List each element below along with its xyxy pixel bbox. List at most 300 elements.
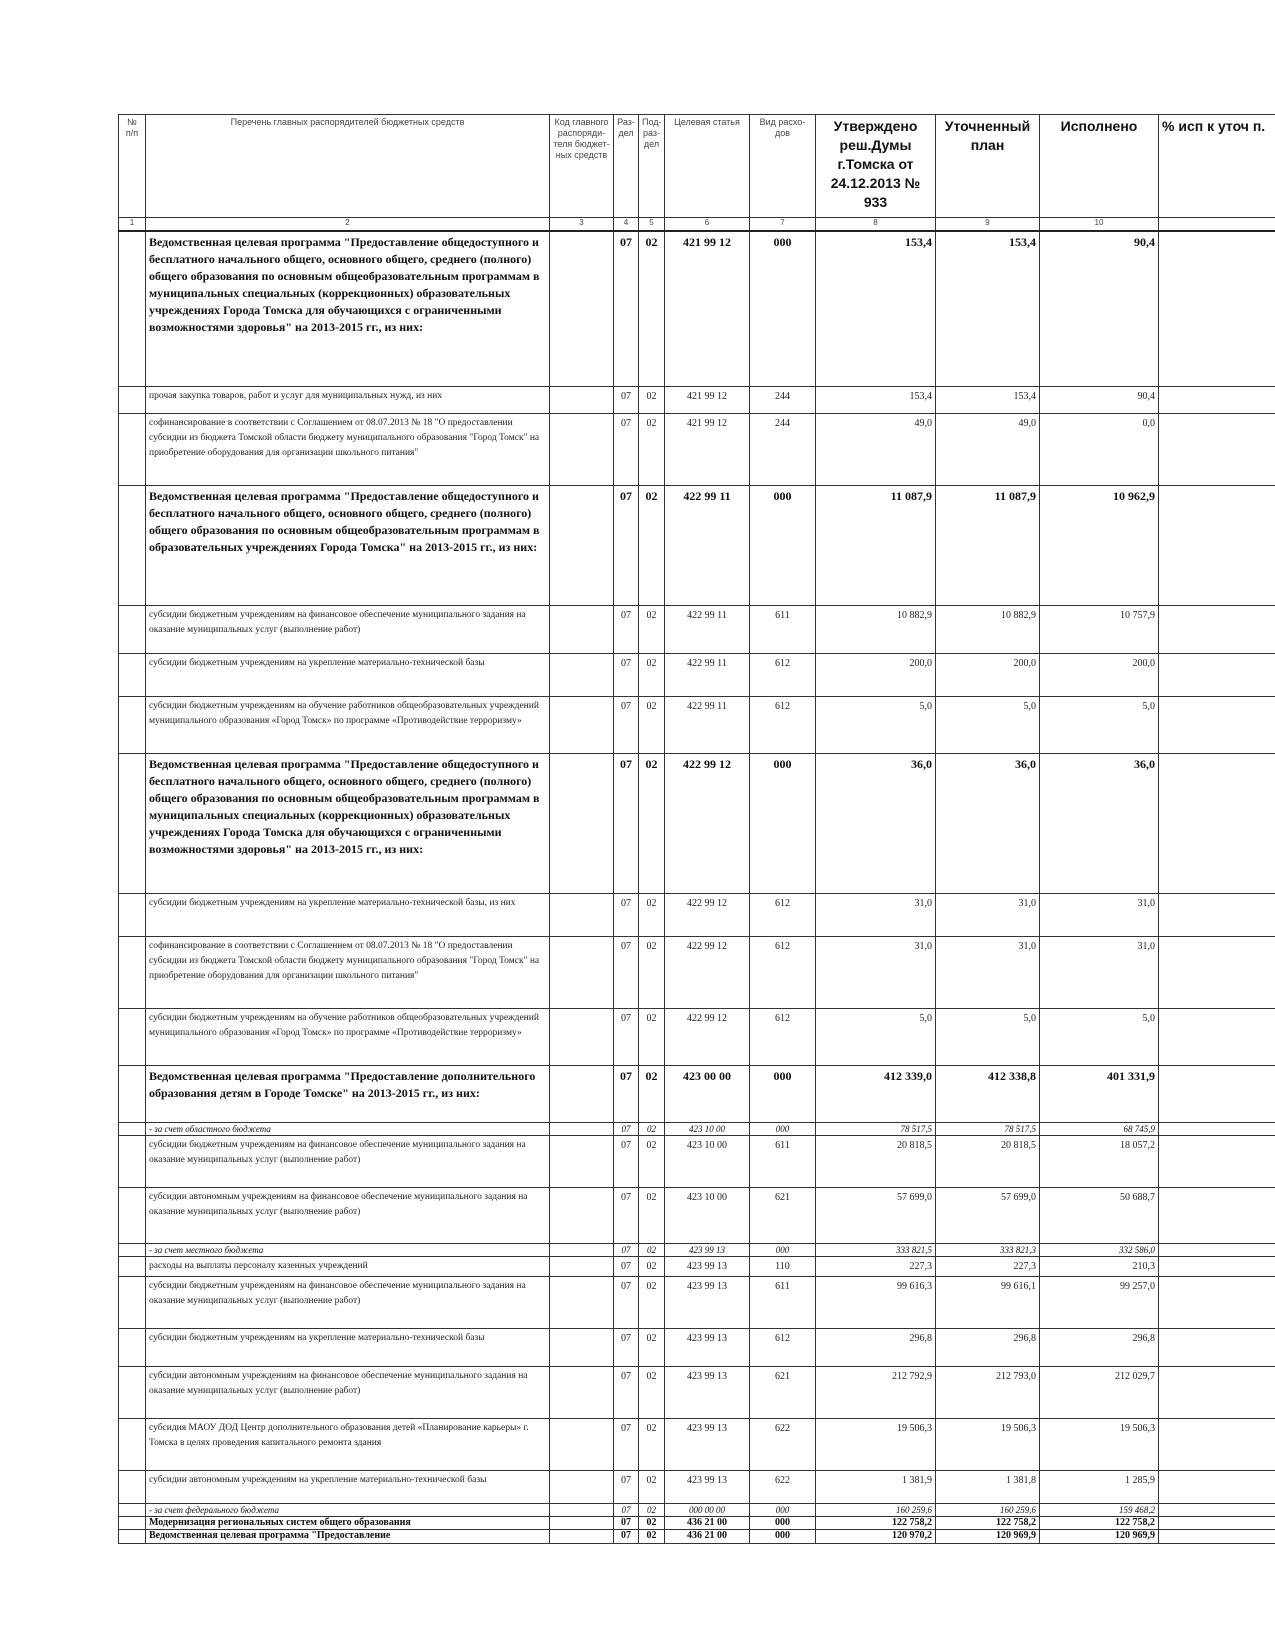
exptype-cell: 000 bbox=[750, 1243, 816, 1256]
target-cell: 422 99 12 bbox=[665, 893, 750, 936]
percent-cell bbox=[1159, 1065, 1275, 1122]
table-header bbox=[119, 115, 1275, 232]
num-cell bbox=[119, 386, 146, 413]
code-cell bbox=[550, 1243, 614, 1256]
subsection-cell: 02 bbox=[639, 1516, 665, 1529]
num-cell bbox=[119, 1328, 146, 1366]
table-row bbox=[119, 1470, 1275, 1503]
col-number: 8 bbox=[816, 218, 936, 232]
subsection-cell: 02 bbox=[639, 1135, 665, 1187]
subsection-cell: 02 bbox=[639, 1529, 665, 1543]
table-row bbox=[119, 1135, 1275, 1187]
approved-cell: 412 339,0 bbox=[816, 1065, 936, 1122]
name-cell: субсидии автономным учреждениям на финансовое обеспечение муниципального задания на оказание муниципальных услуг (выполнение работ) bbox=[146, 1366, 550, 1418]
name-cell: субсидия МАОУ ДОД Центр дополнительного образования детей «Планирование карьеры» г. Томска в целях проведения капитального ремонта здания bbox=[146, 1418, 550, 1470]
code-cell bbox=[550, 936, 614, 1008]
section-cell: 07 bbox=[614, 413, 639, 485]
exptype-cell: 611 bbox=[750, 1135, 816, 1187]
approved-cell: 78 517,5 bbox=[816, 1122, 936, 1135]
percent-cell bbox=[1159, 413, 1275, 485]
num-cell bbox=[119, 1122, 146, 1135]
section-cell: 07 bbox=[614, 1243, 639, 1256]
name-cell: субсидии бюджетным учреждениям на обучение работников общеобразовательных учреждений муниципального образования «Город Томск» по программе «Противодействие терроризму» bbox=[146, 1008, 550, 1065]
exptype-cell: 244 bbox=[750, 386, 816, 413]
refined-cell: 153,4 bbox=[936, 386, 1040, 413]
approved-cell: 57 699,0 bbox=[816, 1187, 936, 1243]
section-cell: 07 bbox=[614, 231, 639, 386]
code-cell bbox=[550, 1256, 614, 1276]
subsection-cell: 02 bbox=[639, 893, 665, 936]
exptype-cell: 612 bbox=[750, 1008, 816, 1065]
program-row bbox=[119, 1065, 1275, 1122]
target-cell: 423 10 00 bbox=[665, 1187, 750, 1243]
name-cell: - за счет федерального бюджета bbox=[146, 1503, 550, 1516]
num-cell bbox=[119, 1470, 146, 1503]
approved-cell: 212 792,9 bbox=[816, 1366, 936, 1418]
subsection-cell: 02 bbox=[639, 936, 665, 1008]
target-cell: 422 99 11 bbox=[665, 653, 750, 696]
exptype-cell: 000 bbox=[750, 1503, 816, 1516]
num-cell bbox=[119, 413, 146, 485]
refined-cell: 153,4 bbox=[936, 231, 1040, 386]
approved-cell: 160 259,6 bbox=[816, 1503, 936, 1516]
name-cell: субсидии бюджетным учреждениям на финансовое обеспечение муниципального задания на оказание муниципальных услуг (выполнение работ) bbox=[146, 1135, 550, 1187]
percent-cell bbox=[1159, 231, 1275, 386]
percent-cell bbox=[1159, 893, 1275, 936]
percent-cell bbox=[1159, 653, 1275, 696]
num-cell bbox=[119, 753, 146, 893]
num-cell bbox=[119, 1529, 146, 1543]
code-cell bbox=[550, 1135, 614, 1187]
budget-source-row bbox=[119, 1122, 1275, 1135]
section-cell: 07 bbox=[614, 753, 639, 893]
col-number: 4 bbox=[614, 218, 639, 232]
table-row bbox=[119, 1187, 1275, 1243]
section-cell: 07 bbox=[614, 1418, 639, 1470]
code-cell bbox=[550, 1503, 614, 1516]
executed-cell: 31,0 bbox=[1040, 936, 1159, 1008]
approved-cell: 10 882,9 bbox=[816, 605, 936, 653]
subsection-cell: 02 bbox=[639, 485, 665, 605]
code-cell bbox=[550, 753, 614, 893]
approved-cell: 36,0 bbox=[816, 753, 936, 893]
percent-cell bbox=[1159, 1122, 1275, 1135]
subsection-cell: 02 bbox=[639, 753, 665, 893]
target-cell: 421 99 12 bbox=[665, 386, 750, 413]
table-row bbox=[119, 893, 1275, 936]
percent-cell bbox=[1159, 1135, 1275, 1187]
name-cell: - за счет местного бюджета bbox=[146, 1243, 550, 1256]
budget-table bbox=[118, 114, 1275, 1544]
refined-cell: 333 821,3 bbox=[936, 1243, 1040, 1256]
name-cell: субсидии бюджетным учреждениям на укрепление материально-технической базы, из них bbox=[146, 893, 550, 936]
col-number: 10 bbox=[1040, 218, 1159, 232]
col-num-header: № п/п bbox=[119, 115, 146, 218]
target-cell: 423 10 00 bbox=[665, 1122, 750, 1135]
executed-cell: 5,0 bbox=[1040, 696, 1159, 753]
percent-cell bbox=[1159, 1008, 1275, 1065]
percent-cell bbox=[1159, 1516, 1275, 1529]
executed-cell: 200,0 bbox=[1040, 653, 1159, 696]
target-cell: 422 99 12 bbox=[665, 1008, 750, 1065]
name-cell: прочая закупка товаров, работ и услуг для муниципальных нужд, из них bbox=[146, 386, 550, 413]
code-cell bbox=[550, 696, 614, 753]
refined-cell: 1 381,8 bbox=[936, 1470, 1040, 1503]
program-row bbox=[119, 485, 1275, 605]
exptype-cell: 612 bbox=[750, 653, 816, 696]
section-cell: 07 bbox=[614, 1187, 639, 1243]
code-cell bbox=[550, 386, 614, 413]
name-cell: расходы на выплаты персоналу казенных учреждений bbox=[146, 1256, 550, 1276]
approved-cell: 153,4 bbox=[816, 386, 936, 413]
executed-cell: 0,0 bbox=[1040, 413, 1159, 485]
exptype-cell: 244 bbox=[750, 413, 816, 485]
percent-cell bbox=[1159, 1256, 1275, 1276]
target-cell: 422 99 11 bbox=[665, 485, 750, 605]
code-cell bbox=[550, 1516, 614, 1529]
executed-cell: 19 506,3 bbox=[1040, 1418, 1159, 1470]
name-cell: софинансирование в соответствии с Соглашением от 08.07.2013 № 18 "О предоставлении субсидии из бюджета Томской области бюджету муниципального образования "Город Томск" на приобретение оборудования для организации школьного питания" bbox=[146, 936, 550, 1008]
exptype-cell: 621 bbox=[750, 1366, 816, 1418]
subsection-cell: 02 bbox=[639, 696, 665, 753]
refined-cell: 412 338,8 bbox=[936, 1065, 1040, 1122]
approved-cell: 49,0 bbox=[816, 413, 936, 485]
subsection-cell: 02 bbox=[639, 1243, 665, 1256]
exptype-cell: 110 bbox=[750, 1256, 816, 1276]
code-cell bbox=[550, 231, 614, 386]
name-cell: - за счет областного бюджета bbox=[146, 1122, 550, 1135]
executed-cell: 50 688,7 bbox=[1040, 1187, 1159, 1243]
subsection-cell: 02 bbox=[639, 231, 665, 386]
approved-cell: 153,4 bbox=[816, 231, 936, 386]
table-row bbox=[119, 1516, 1275, 1529]
table-row bbox=[119, 605, 1275, 653]
executed-cell: 36,0 bbox=[1040, 753, 1159, 893]
refined-cell: 36,0 bbox=[936, 753, 1040, 893]
col-exptype-header: Вид расхо-дов bbox=[750, 115, 816, 218]
refined-cell: 20 818,5 bbox=[936, 1135, 1040, 1187]
exptype-cell: 000 bbox=[750, 231, 816, 386]
executed-cell: 159 468,2 bbox=[1040, 1503, 1159, 1516]
approved-cell: 99 616,3 bbox=[816, 1276, 936, 1328]
refined-cell: 5,0 bbox=[936, 1008, 1040, 1065]
code-cell bbox=[550, 605, 614, 653]
approved-cell: 1 381,9 bbox=[816, 1470, 936, 1503]
col-percent-header: % исп к уточ п. bbox=[1159, 115, 1275, 218]
table-row bbox=[119, 936, 1275, 1008]
executed-cell: 31,0 bbox=[1040, 893, 1159, 936]
subsection-cell: 02 bbox=[639, 1470, 665, 1503]
percent-cell bbox=[1159, 1503, 1275, 1516]
section-cell: 07 bbox=[614, 1065, 639, 1122]
exptype-cell: 612 bbox=[750, 696, 816, 753]
executed-cell: 122 758,2 bbox=[1040, 1516, 1159, 1529]
target-cell: 422 99 12 bbox=[665, 753, 750, 893]
approved-cell: 333 821,5 bbox=[816, 1243, 936, 1256]
table-row bbox=[119, 1276, 1275, 1328]
col-number bbox=[1159, 218, 1275, 232]
percent-cell bbox=[1159, 1418, 1275, 1470]
section-cell: 07 bbox=[614, 1135, 639, 1187]
code-cell bbox=[550, 1276, 614, 1328]
subsection-cell: 02 bbox=[639, 1503, 665, 1516]
col-executed-header: Исполнено bbox=[1040, 115, 1159, 218]
col-subsection-header: Под-раз-дел bbox=[639, 115, 665, 218]
num-cell bbox=[119, 1366, 146, 1418]
col-number: 6 bbox=[665, 218, 750, 232]
name-cell: Ведомственная целевая программа "Предоставление bbox=[146, 1529, 550, 1543]
executed-cell: 90,4 bbox=[1040, 231, 1159, 386]
target-cell: 423 99 13 bbox=[665, 1243, 750, 1256]
refined-cell: 120 969,9 bbox=[936, 1529, 1040, 1543]
program-row bbox=[119, 753, 1275, 893]
refined-cell: 31,0 bbox=[936, 936, 1040, 1008]
code-cell bbox=[550, 1470, 614, 1503]
code-cell bbox=[550, 1065, 614, 1122]
refined-cell: 11 087,9 bbox=[936, 485, 1040, 605]
table-row bbox=[119, 1529, 1275, 1543]
executed-cell: 120 969,9 bbox=[1040, 1529, 1159, 1543]
refined-cell: 78 517,5 bbox=[936, 1122, 1040, 1135]
num-cell bbox=[119, 1516, 146, 1529]
percent-cell bbox=[1159, 696, 1275, 753]
executed-cell: 401 331,9 bbox=[1040, 1065, 1159, 1122]
percent-cell bbox=[1159, 1529, 1275, 1543]
executed-cell: 5,0 bbox=[1040, 1008, 1159, 1065]
section-cell: 07 bbox=[614, 936, 639, 1008]
section-cell: 07 bbox=[614, 605, 639, 653]
section-cell: 07 bbox=[614, 1366, 639, 1418]
table-body bbox=[119, 231, 1275, 1543]
exptype-cell: 622 bbox=[750, 1470, 816, 1503]
num-cell bbox=[119, 1243, 146, 1256]
col-approved-header: Утверждено реш.Думы г.Томска от 24.12.2013 № 933 bbox=[816, 115, 936, 218]
code-cell bbox=[550, 1328, 614, 1366]
code-cell bbox=[550, 413, 614, 485]
name-cell: субсидии бюджетным учреждениям на обучение работников общеобразовательных учреждений муниципального образования «Город Томск» по программе «Противодействие терроризму» bbox=[146, 696, 550, 753]
executed-cell: 10 962,9 bbox=[1040, 485, 1159, 605]
exptype-cell: 612 bbox=[750, 893, 816, 936]
subsection-cell: 02 bbox=[639, 1065, 665, 1122]
percent-cell bbox=[1159, 1187, 1275, 1243]
target-cell: 423 10 00 bbox=[665, 1135, 750, 1187]
table-row bbox=[119, 1366, 1275, 1418]
target-cell: 423 99 13 bbox=[665, 1418, 750, 1470]
section-cell: 07 bbox=[614, 696, 639, 753]
target-cell: 423 99 13 bbox=[665, 1470, 750, 1503]
name-cell: софинансирование в соответствии с Соглашением от 08.07.2013 № 18 "О предоставлении субсидии из бюджета Томской области бюджету муниципального образования "Город Томск" на приобретение оборудования для организации школьного питания" bbox=[146, 413, 550, 485]
approved-cell: 19 506,3 bbox=[816, 1418, 936, 1470]
code-cell bbox=[550, 485, 614, 605]
refined-cell: 227,3 bbox=[936, 1256, 1040, 1276]
num-cell bbox=[119, 485, 146, 605]
approved-cell: 122 758,2 bbox=[816, 1516, 936, 1529]
num-cell bbox=[119, 696, 146, 753]
target-cell: 423 99 13 bbox=[665, 1256, 750, 1276]
target-cell: 421 99 12 bbox=[665, 231, 750, 386]
num-cell bbox=[119, 1503, 146, 1516]
approved-cell: 20 818,5 bbox=[816, 1135, 936, 1187]
exptype-cell: 622 bbox=[750, 1418, 816, 1470]
exptype-cell: 612 bbox=[750, 1328, 816, 1366]
subsection-cell: 02 bbox=[639, 1122, 665, 1135]
subsection-cell: 02 bbox=[639, 1008, 665, 1065]
exptype-cell: 612 bbox=[750, 936, 816, 1008]
executed-cell: 99 257,0 bbox=[1040, 1276, 1159, 1328]
target-cell: 422 99 11 bbox=[665, 696, 750, 753]
budget-source-row bbox=[119, 1243, 1275, 1256]
section-cell: 07 bbox=[614, 1529, 639, 1543]
subsection-cell: 02 bbox=[639, 1187, 665, 1243]
percent-cell bbox=[1159, 1276, 1275, 1328]
num-cell bbox=[119, 1187, 146, 1243]
table-row bbox=[119, 413, 1275, 485]
section-cell: 07 bbox=[614, 1008, 639, 1065]
percent-cell bbox=[1159, 605, 1275, 653]
refined-cell: 49,0 bbox=[936, 413, 1040, 485]
section-cell: 07 bbox=[614, 1503, 639, 1516]
subsection-cell: 02 bbox=[639, 1276, 665, 1328]
subsection-cell: 02 bbox=[639, 1366, 665, 1418]
subsection-cell: 02 bbox=[639, 653, 665, 696]
code-cell bbox=[550, 1418, 614, 1470]
percent-cell bbox=[1159, 1366, 1275, 1418]
refined-cell: 31,0 bbox=[936, 893, 1040, 936]
executed-cell: 296,8 bbox=[1040, 1328, 1159, 1366]
num-cell bbox=[119, 936, 146, 1008]
approved-cell: 200,0 bbox=[816, 653, 936, 696]
code-cell bbox=[550, 1529, 614, 1543]
section-cell: 07 bbox=[614, 1256, 639, 1276]
name-cell: субсидии бюджетным учреждениям на укрепление материально-технической базы bbox=[146, 1328, 550, 1366]
col-number: 5 bbox=[639, 218, 665, 232]
code-cell bbox=[550, 1366, 614, 1418]
num-cell bbox=[119, 1276, 146, 1328]
code-cell bbox=[550, 1187, 614, 1243]
num-cell bbox=[119, 653, 146, 696]
num-cell bbox=[119, 605, 146, 653]
name-cell: Ведомственная целевая программа "Предоставление общедоступного и бесплатного начального общего, основного общего, среднего (полного) общего образования по основным общеобразовательным программам в муниципальных специальных (коррекционных) образовательных учреждениях Города Томска для обучающихся с ограниченными возможностями здоровья" на 2013-2015 гг., из них: bbox=[146, 753, 550, 893]
table-row bbox=[119, 1328, 1275, 1366]
subsection-cell: 02 bbox=[639, 1256, 665, 1276]
name-cell: Модернизация региональных систем общего образования bbox=[146, 1516, 550, 1529]
section-cell: 07 bbox=[614, 1470, 639, 1503]
subsection-cell: 02 bbox=[639, 1418, 665, 1470]
refined-cell: 122 758,2 bbox=[936, 1516, 1040, 1529]
col-number: 2 bbox=[146, 218, 550, 232]
refined-cell: 296,8 bbox=[936, 1328, 1040, 1366]
approved-cell: 31,0 bbox=[816, 936, 936, 1008]
percent-cell bbox=[1159, 753, 1275, 893]
num-cell bbox=[119, 1256, 146, 1276]
exptype-cell: 611 bbox=[750, 1276, 816, 1328]
section-cell: 07 bbox=[614, 893, 639, 936]
target-cell: 423 00 00 bbox=[665, 1065, 750, 1122]
col-number: 7 bbox=[750, 218, 816, 232]
table-row bbox=[119, 696, 1275, 753]
approved-cell: 5,0 bbox=[816, 1008, 936, 1065]
col-code-header: Код главного распоряди-теля бюджет-ных средств bbox=[550, 115, 614, 218]
name-cell: субсидии автономным учреждениям на финансовое обеспечение муниципального задания на оказание муниципальных услуг (выполнение работ) bbox=[146, 1187, 550, 1243]
exptype-cell: 000 bbox=[750, 1516, 816, 1529]
section-cell: 07 bbox=[614, 1122, 639, 1135]
subsection-cell: 02 bbox=[639, 605, 665, 653]
target-cell: 423 99 13 bbox=[665, 1328, 750, 1366]
percent-cell bbox=[1159, 936, 1275, 1008]
col-number: 1 bbox=[119, 218, 146, 232]
col-name-header: Перечень главных распорядителей бюджетных средств bbox=[146, 115, 550, 218]
col-section-header: Раз-дел bbox=[614, 115, 639, 218]
col-refined-header: Уточненный план bbox=[936, 115, 1040, 218]
executed-cell: 210,3 bbox=[1040, 1256, 1159, 1276]
executed-cell: 68 745,9 bbox=[1040, 1122, 1159, 1135]
table-row bbox=[119, 653, 1275, 696]
executed-cell: 10 757,9 bbox=[1040, 605, 1159, 653]
section-cell: 07 bbox=[614, 1328, 639, 1366]
section-cell: 07 bbox=[614, 1516, 639, 1529]
executed-cell: 1 285,9 bbox=[1040, 1470, 1159, 1503]
subsection-cell: 02 bbox=[639, 413, 665, 485]
col-target-header: Целевая статья bbox=[665, 115, 750, 218]
exptype-cell: 000 bbox=[750, 485, 816, 605]
percent-cell bbox=[1159, 1470, 1275, 1503]
approved-cell: 227,3 bbox=[816, 1256, 936, 1276]
percent-cell bbox=[1159, 485, 1275, 605]
target-cell: 436 21 00 bbox=[665, 1516, 750, 1529]
target-cell: 423 99 13 bbox=[665, 1366, 750, 1418]
refined-cell: 200,0 bbox=[936, 653, 1040, 696]
refined-cell: 5,0 bbox=[936, 696, 1040, 753]
executed-cell: 332 586,0 bbox=[1040, 1243, 1159, 1256]
target-cell: 422 99 12 bbox=[665, 936, 750, 1008]
approved-cell: 31,0 bbox=[816, 893, 936, 936]
table-row bbox=[119, 1418, 1275, 1470]
target-cell: 422 99 11 bbox=[665, 605, 750, 653]
approved-cell: 5,0 bbox=[816, 696, 936, 753]
subsection-cell: 02 bbox=[639, 1328, 665, 1366]
executed-cell: 212 029,7 bbox=[1040, 1366, 1159, 1418]
executed-cell: 18 057,2 bbox=[1040, 1135, 1159, 1187]
table-row bbox=[119, 1256, 1275, 1276]
refined-cell: 99 616,1 bbox=[936, 1276, 1040, 1328]
executed-cell: 90,4 bbox=[1040, 386, 1159, 413]
section-cell: 07 bbox=[614, 1276, 639, 1328]
program-row bbox=[119, 231, 1275, 386]
code-cell bbox=[550, 1122, 614, 1135]
num-cell bbox=[119, 893, 146, 936]
refined-cell: 160 259,6 bbox=[936, 1503, 1040, 1516]
section-cell: 07 bbox=[614, 485, 639, 605]
num-cell bbox=[119, 1135, 146, 1187]
subsection-cell: 02 bbox=[639, 386, 665, 413]
num-cell bbox=[119, 1065, 146, 1122]
exptype-cell: 621 bbox=[750, 1187, 816, 1243]
budget-source-row bbox=[119, 1503, 1275, 1516]
target-cell: 000 00 00 bbox=[665, 1503, 750, 1516]
exptype-cell: 000 bbox=[750, 1065, 816, 1122]
section-cell: 07 bbox=[614, 386, 639, 413]
section-cell: 07 bbox=[614, 653, 639, 696]
approved-cell: 120 970,2 bbox=[816, 1529, 936, 1543]
target-cell: 436 21 00 bbox=[665, 1529, 750, 1543]
refined-cell: 19 506,3 bbox=[936, 1418, 1040, 1470]
num-cell bbox=[119, 1008, 146, 1065]
percent-cell bbox=[1159, 1243, 1275, 1256]
exptype-cell: 000 bbox=[750, 1122, 816, 1135]
table-row bbox=[119, 1008, 1275, 1065]
num-cell bbox=[119, 1418, 146, 1470]
percent-cell bbox=[1159, 1328, 1275, 1366]
